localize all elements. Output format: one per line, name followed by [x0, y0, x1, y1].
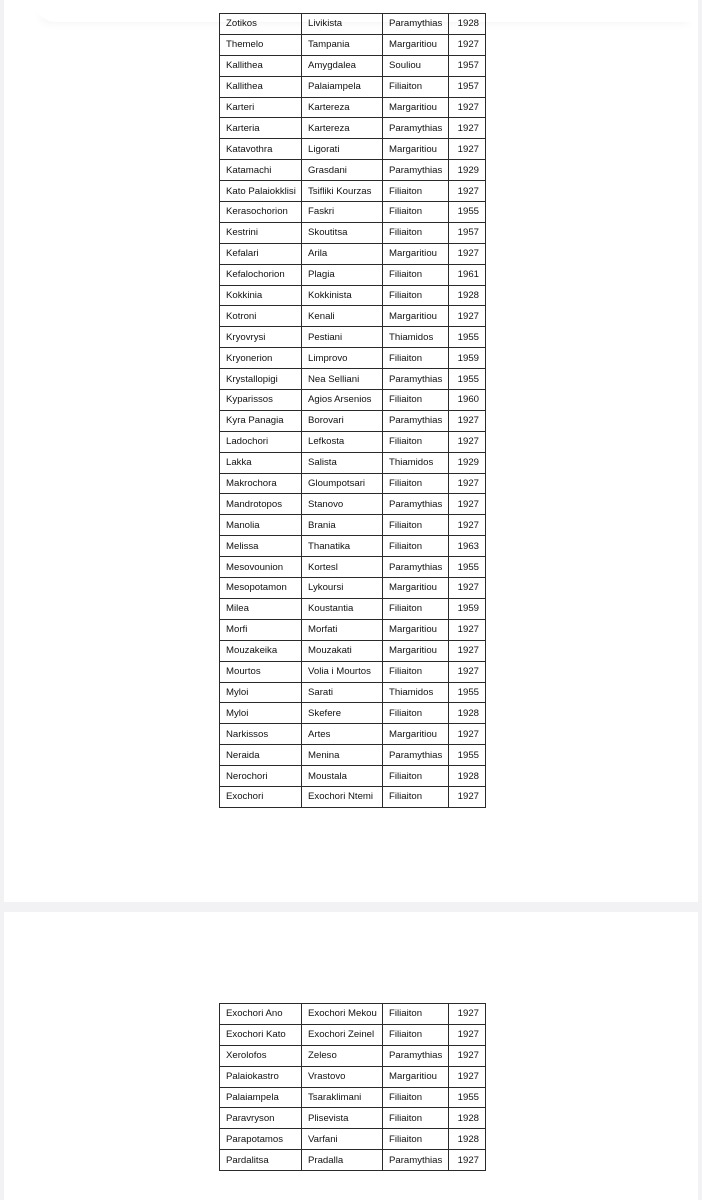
municipality-cell: Margaritiou [383, 578, 449, 599]
old-name-cell: Gloumpotsari [302, 473, 383, 494]
new-name-cell: Nerochori [220, 766, 302, 787]
municipality-cell: Filiaiton [383, 1024, 449, 1045]
table-row [220, 1024, 486, 1045]
new-name-cell: Mouzakeika [220, 640, 302, 661]
year-cell: 1928 [449, 285, 486, 306]
municipality-cell: Margaritiou [383, 34, 449, 55]
table-row [220, 682, 486, 703]
table-row [220, 285, 486, 306]
year-cell: 1927 [449, 786, 486, 807]
old-name-cell: Moustala [302, 766, 383, 787]
table-row [220, 306, 486, 327]
year-cell: 1929 [449, 452, 486, 473]
municipality-cell: Filiaiton [383, 766, 449, 787]
year-cell: 1927 [449, 661, 486, 682]
new-name-cell: Zotikos [220, 14, 302, 35]
old-name-cell: Exochori Ntemi [302, 786, 383, 807]
new-name-cell: Katamachi [220, 160, 302, 181]
table-row [220, 181, 486, 202]
new-name-cell: Exochori Kato [220, 1024, 302, 1045]
old-name-cell: Plisevista [302, 1108, 383, 1129]
table-row [220, 786, 486, 807]
table-row [220, 1108, 486, 1129]
old-name-cell: Kokkinista [302, 285, 383, 306]
year-cell: 1927 [449, 1150, 486, 1171]
year-cell: 1927 [449, 1045, 486, 1066]
municipality-cell: Filiaiton [383, 348, 449, 369]
old-name-cell: Kenali [302, 306, 383, 327]
old-name-cell: Koustantia [302, 598, 383, 619]
year-cell: 1927 [449, 1066, 486, 1087]
municipality-cell: Filiaiton [383, 515, 449, 536]
municipality-cell: Filiaiton [383, 264, 449, 285]
municipality-cell: Margaritiou [383, 619, 449, 640]
table-row [220, 327, 486, 348]
table-row [220, 661, 486, 682]
old-name-cell: Palaiampela [302, 76, 383, 97]
municipality-cell: Filiaiton [383, 473, 449, 494]
old-name-cell: Grasdani [302, 160, 383, 181]
municipality-cell: Filiaiton [383, 181, 449, 202]
table-row [220, 369, 486, 390]
table-row [220, 410, 486, 431]
year-cell: 1927 [449, 97, 486, 118]
new-name-cell: Ladochori [220, 431, 302, 452]
old-name-cell: Morfati [302, 619, 383, 640]
year-cell: 1963 [449, 536, 486, 557]
table-row [220, 536, 486, 557]
new-name-cell: Manolia [220, 515, 302, 536]
municipality-cell: Filiaiton [383, 1004, 449, 1025]
table-row [220, 745, 486, 766]
year-cell: 1927 [449, 306, 486, 327]
table-row [220, 452, 486, 473]
year-cell: 1927 [449, 515, 486, 536]
year-cell: 1927 [449, 724, 486, 745]
old-name-cell: Brania [302, 515, 383, 536]
new-name-cell: Kallithea [220, 76, 302, 97]
year-cell: 1957 [449, 76, 486, 97]
municipality-cell: Filiaiton [383, 285, 449, 306]
old-name-cell: Livikista [302, 14, 383, 35]
year-cell: 1928 [449, 703, 486, 724]
year-cell: 1928 [449, 766, 486, 787]
old-name-cell: Pradalla [302, 1150, 383, 1171]
old-name-cell: Kartereza [302, 97, 383, 118]
new-name-cell: Kerasochorion [220, 202, 302, 223]
document-page-2 [4, 912, 698, 1200]
year-cell: 1955 [449, 682, 486, 703]
table-row [220, 34, 486, 55]
year-cell: 1928 [449, 14, 486, 35]
old-name-cell: Lykoursi [302, 578, 383, 599]
old-name-cell: Mouzakati [302, 640, 383, 661]
municipality-cell: Margaritiou [383, 1066, 449, 1087]
year-cell: 1961 [449, 264, 486, 285]
table-row [220, 578, 486, 599]
new-name-cell: Narkissos [220, 724, 302, 745]
old-name-cell: Skoutitsa [302, 222, 383, 243]
table-row [220, 1150, 486, 1171]
municipality-cell: Margaritiou [383, 640, 449, 661]
old-name-cell: Borovari [302, 410, 383, 431]
year-cell: 1927 [449, 578, 486, 599]
old-name-cell: Plagia [302, 264, 383, 285]
new-name-cell: Kestrini [220, 222, 302, 243]
municipality-cell: Filiaiton [383, 1108, 449, 1129]
year-cell: 1927 [449, 139, 486, 160]
table-row [220, 76, 486, 97]
year-cell: 1927 [449, 34, 486, 55]
new-name-cell: Milea [220, 598, 302, 619]
table-row [220, 640, 486, 661]
table-row [220, 494, 486, 515]
table-row [220, 619, 486, 640]
table-row [220, 703, 486, 724]
old-name-cell: Skefere [302, 703, 383, 724]
year-cell: 1957 [449, 222, 486, 243]
new-name-cell: Myloi [220, 703, 302, 724]
old-name-cell: Kortesl [302, 557, 383, 578]
year-cell: 1955 [449, 369, 486, 390]
new-name-cell: Kotroni [220, 306, 302, 327]
table-row [220, 1045, 486, 1066]
table-row [220, 557, 486, 578]
old-name-cell: Lefkosta [302, 431, 383, 452]
municipality-cell: Paramythias [383, 494, 449, 515]
year-cell: 1955 [449, 202, 486, 223]
old-name-cell: Ligorati [302, 139, 383, 160]
table-row [220, 264, 486, 285]
year-cell: 1927 [449, 431, 486, 452]
old-name-cell: Amygdalea [302, 55, 383, 76]
old-name-cell: Exochori Mekou [302, 1004, 383, 1025]
year-cell: 1959 [449, 598, 486, 619]
table-row [220, 1004, 486, 1025]
municipality-cell: Paramythias [383, 1150, 449, 1171]
old-name-cell: Exochori Zeinel [302, 1024, 383, 1045]
old-name-cell: Thanatika [302, 536, 383, 557]
municipality-cell: Filiaiton [383, 390, 449, 411]
table-row [220, 724, 486, 745]
year-cell: 1929 [449, 160, 486, 181]
new-name-cell: Kefalari [220, 243, 302, 264]
municipality-cell: Paramythias [383, 745, 449, 766]
new-name-cell: Xerolofos [220, 1045, 302, 1066]
year-cell: 1955 [449, 327, 486, 348]
new-name-cell: Mesopotamon [220, 578, 302, 599]
old-name-cell: Limprovo [302, 348, 383, 369]
old-name-cell: Kartereza [302, 118, 383, 139]
municipality-cell: Margaritiou [383, 139, 449, 160]
new-name-cell: Katavothra [220, 139, 302, 160]
year-cell: 1928 [449, 1108, 486, 1129]
municipality-cell: Filiaiton [383, 431, 449, 452]
table-row [220, 431, 486, 452]
new-name-cell: Kyra Panagia [220, 410, 302, 431]
municipality-cell: Margaritiou [383, 243, 449, 264]
year-cell: 1960 [449, 390, 486, 411]
table-row [220, 139, 486, 160]
village-rename-table-page-1 [219, 13, 486, 808]
table-row [220, 160, 486, 181]
new-name-cell: Kokkinia [220, 285, 302, 306]
year-cell: 1957 [449, 55, 486, 76]
village-rename-table-page-2 [219, 1003, 486, 1171]
new-name-cell: Kryovrysi [220, 327, 302, 348]
year-cell: 1959 [449, 348, 486, 369]
municipality-cell: Margaritiou [383, 306, 449, 327]
municipality-cell: Margaritiou [383, 724, 449, 745]
municipality-cell: Thiamidos [383, 682, 449, 703]
old-name-cell: Artes [302, 724, 383, 745]
old-name-cell: Pestiani [302, 327, 383, 348]
municipality-cell: Paramythias [383, 118, 449, 139]
new-name-cell: Karteri [220, 97, 302, 118]
municipality-cell: Filiaiton [383, 1087, 449, 1108]
municipality-cell: Filiaiton [383, 661, 449, 682]
municipality-cell: Filiaiton [383, 202, 449, 223]
new-name-cell: Parapotamos [220, 1129, 302, 1150]
municipality-cell: Margaritiou [383, 97, 449, 118]
municipality-cell: Thiamidos [383, 452, 449, 473]
table-row [220, 97, 486, 118]
old-name-cell: Zeleso [302, 1045, 383, 1066]
new-name-cell: Pardalitsa [220, 1150, 302, 1171]
year-cell: 1955 [449, 1087, 486, 1108]
municipality-cell: Paramythias [383, 369, 449, 390]
year-cell: 1928 [449, 1129, 486, 1150]
year-cell: 1955 [449, 557, 486, 578]
table-row [220, 766, 486, 787]
new-name-cell: Exochori [220, 786, 302, 807]
year-cell: 1927 [449, 494, 486, 515]
old-name-cell: Tampania [302, 34, 383, 55]
table-row [220, 598, 486, 619]
new-name-cell: Karteria [220, 118, 302, 139]
table-row [220, 243, 486, 264]
table-row [220, 55, 486, 76]
table-row [220, 1087, 486, 1108]
municipality-cell: Filiaiton [383, 222, 449, 243]
table-row [220, 473, 486, 494]
municipality-cell: Filiaiton [383, 786, 449, 807]
municipality-cell: Souliou [383, 55, 449, 76]
year-cell: 1927 [449, 243, 486, 264]
new-name-cell: Exochori Ano [220, 1004, 302, 1025]
new-name-cell: Mandrotopos [220, 494, 302, 515]
year-cell: 1927 [449, 181, 486, 202]
new-name-cell: Themelo [220, 34, 302, 55]
municipality-cell: Paramythias [383, 410, 449, 431]
new-name-cell: Makrochora [220, 473, 302, 494]
new-name-cell: Palaiampela [220, 1087, 302, 1108]
old-name-cell: Faskri [302, 202, 383, 223]
table-row [220, 222, 486, 243]
old-name-cell: Stanovo [302, 494, 383, 515]
year-cell: 1927 [449, 640, 486, 661]
municipality-cell: Paramythias [383, 14, 449, 35]
table-row [220, 14, 486, 35]
municipality-cell: Filiaiton [383, 536, 449, 557]
document-page-1 [4, 0, 698, 902]
municipality-cell: Filiaiton [383, 76, 449, 97]
old-name-cell: Tsifliki Kourzas [302, 181, 383, 202]
municipality-cell: Thiamidos [383, 327, 449, 348]
old-name-cell: Arila [302, 243, 383, 264]
new-name-cell: Kryonerion [220, 348, 302, 369]
table-row [220, 515, 486, 536]
old-name-cell: Volia i Mourtos [302, 661, 383, 682]
year-cell: 1927 [449, 473, 486, 494]
new-name-cell: Kyparissos [220, 390, 302, 411]
old-name-cell: Menina [302, 745, 383, 766]
old-name-cell: Nea Selliani [302, 369, 383, 390]
new-name-cell: Kato Palaiokklisi [220, 181, 302, 202]
old-name-cell: Salista [302, 452, 383, 473]
municipality-cell: Filiaiton [383, 1129, 449, 1150]
municipality-cell: Paramythias [383, 1045, 449, 1066]
table-row [220, 118, 486, 139]
municipality-cell: Filiaiton [383, 598, 449, 619]
new-name-cell: Kallithea [220, 55, 302, 76]
new-name-cell: Mourtos [220, 661, 302, 682]
municipality-cell: Filiaiton [383, 703, 449, 724]
table-row [220, 348, 486, 369]
new-name-cell: Melissa [220, 536, 302, 557]
new-name-cell: Krystallopigi [220, 369, 302, 390]
old-name-cell: Vrastovo [302, 1066, 383, 1087]
year-cell: 1927 [449, 619, 486, 640]
municipality-cell: Paramythias [383, 160, 449, 181]
year-cell: 1927 [449, 118, 486, 139]
old-name-cell: Agios Arsenios [302, 390, 383, 411]
old-name-cell: Tsaraklimani [302, 1087, 383, 1108]
old-name-cell: Varfani [302, 1129, 383, 1150]
municipality-cell: Paramythias [383, 557, 449, 578]
new-name-cell: Kefalochorion [220, 264, 302, 285]
year-cell: 1927 [449, 1004, 486, 1025]
table-row [220, 390, 486, 411]
year-cell: 1927 [449, 1024, 486, 1045]
table-row [220, 1129, 486, 1150]
table-row [220, 1066, 486, 1087]
new-name-cell: Myloi [220, 682, 302, 703]
year-cell: 1927 [449, 410, 486, 431]
old-name-cell: Sarati [302, 682, 383, 703]
new-name-cell: Paravryson [220, 1108, 302, 1129]
new-name-cell: Mesovounion [220, 557, 302, 578]
new-name-cell: Lakka [220, 452, 302, 473]
new-name-cell: Neraida [220, 745, 302, 766]
table-row [220, 202, 486, 223]
year-cell: 1955 [449, 745, 486, 766]
new-name-cell: Palaiokastro [220, 1066, 302, 1087]
new-name-cell: Morfi [220, 619, 302, 640]
